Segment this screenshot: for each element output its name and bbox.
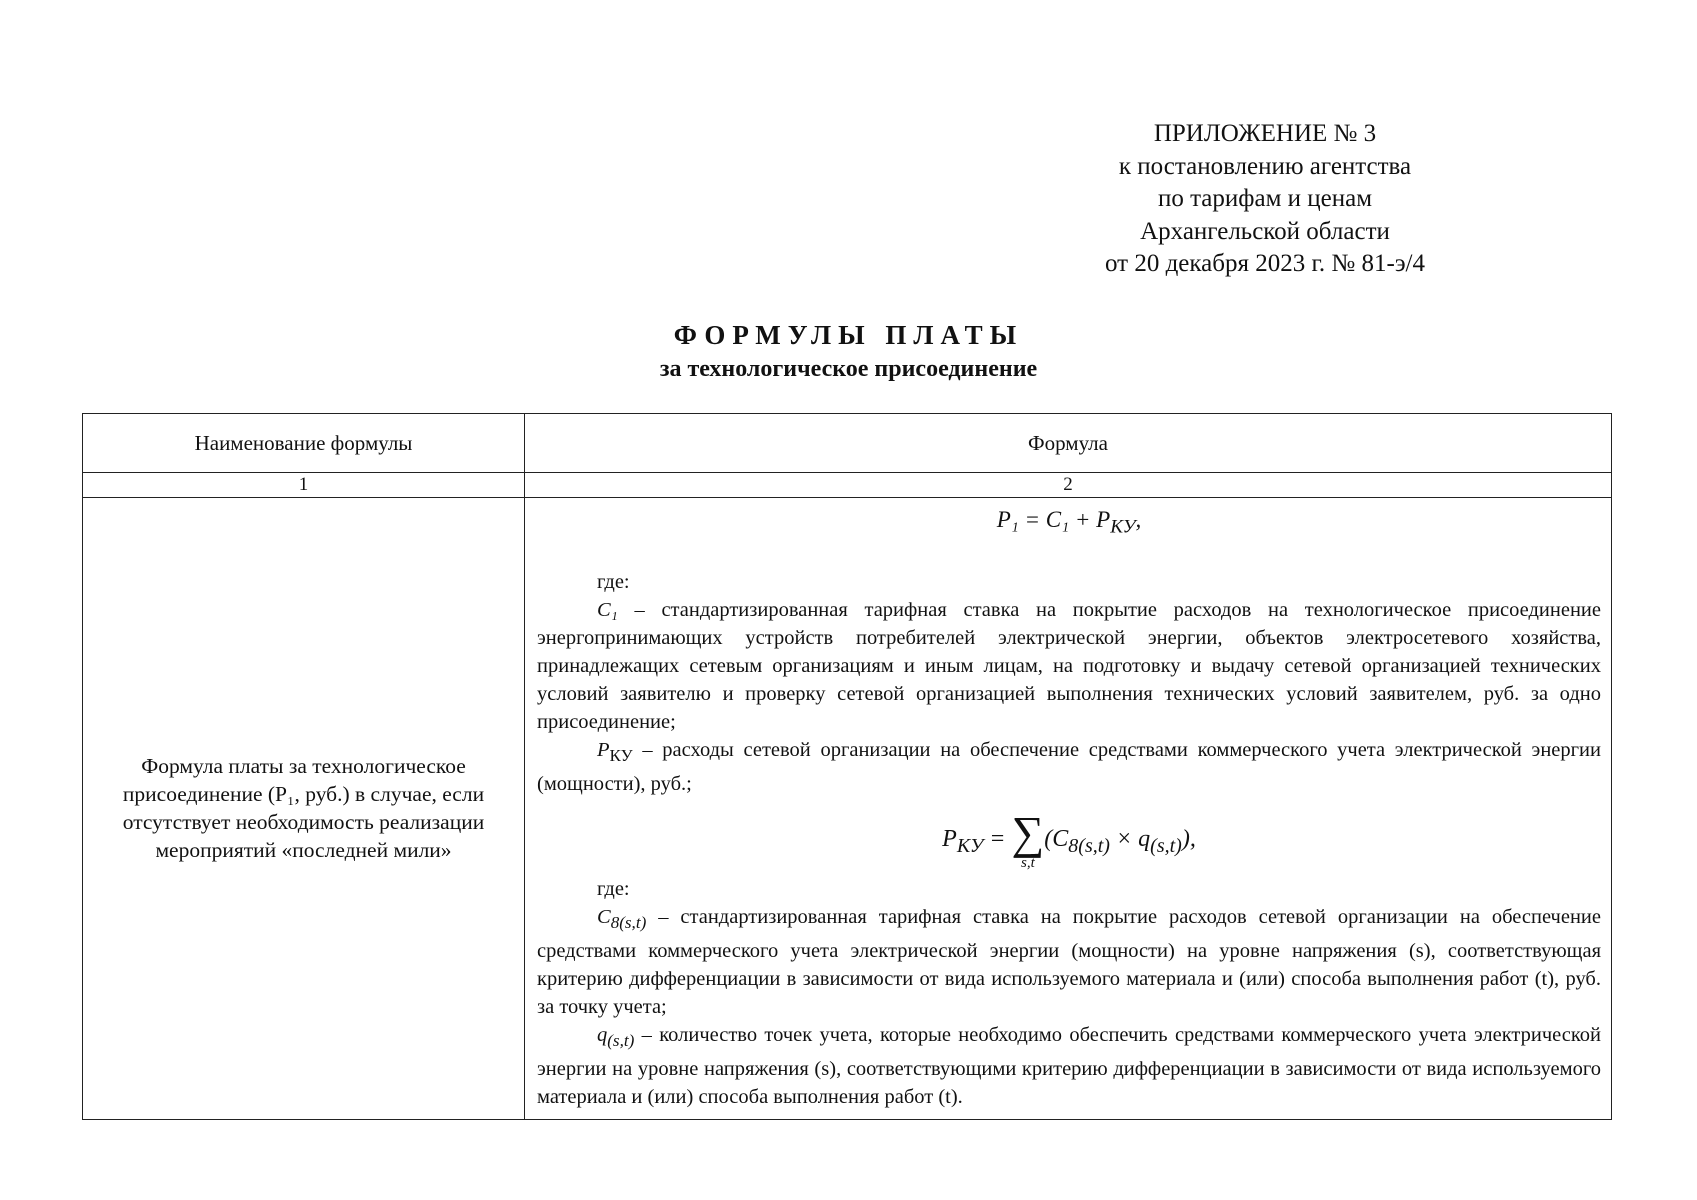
appendix-number: ПРИЛОЖЕНИЕ № 3 — [1153, 120, 1377, 147]
table-row — [83, 498, 1612, 1120]
where-label-2: где: — [597, 877, 630, 900]
definition-pku: $P_{КУ}$ – расходы сетевой организации на обеспечение средствами коммерческого учета электрической энергии (мощности), руб.; — [537, 738, 1601, 795]
definition-c1: C₁ – стандартизированная тарифная ставка на покрытие расходов на технологическое присоединение энергопринимающих устройств потребителей электрической энергии, объектов электросетевого хозяйства, принадлежащих сетевым организациям и иным лицам, на подготовку и выдачу сетевой организацией технических условий заявителю и проверку сетевой организацией выполнения технических условий заявителем, руб. за одно присоединение; — [537, 598, 1601, 733]
where-label-1: где: — [597, 570, 630, 593]
appendix-line-3: по тарифам и ценам — [1157, 185, 1373, 212]
definition-c8: $C_{8(s,t)}$ – стандартизированная тарифная ставка на покрытие расходов сетевой организации на обеспечение средствами коммерческого учета электрической энергии (мощности) на уровне напряжения (s), соответствующая критерию дифференциации в зависимости от вида используемого материала и (или) способа выполнения работ (t), руб. за точку учета; — [537, 905, 1601, 1018]
formula-name-cell: Формула платы за технологическое присоединение (P₁, руб.) в случае, если отсутствует необходимость реализации мероприятий «последней мили» — [83, 498, 525, 1120]
formula-cell — [525, 498, 1612, 1120]
column-number-row — [83, 473, 1612, 498]
appendix-line-2: к постановлению агентства — [1118, 152, 1412, 180]
title-sub: за технологическое присоединение — [659, 356, 1038, 382]
sum-symbol: ∑ s,t — [1011, 806, 1045, 871]
column-number-1: 1 — [83, 473, 525, 498]
document-title — [0, 318, 1697, 386]
appendix-header — [1060, 118, 1470, 281]
column-header-formula: Формула — [525, 414, 1612, 473]
formula-table — [82, 413, 1612, 1120]
appendix-date-line: от 20 декабря 2023 г. № 81-э/4 — [1104, 250, 1426, 277]
table-header-row — [83, 414, 1612, 473]
definition-q: $q_{(s,t)}$ – количество точек учета, которые необходимо обеспечить средствами коммерческого учета электрической энергии на уровне напряжения (s), соответствующими критерию дифференциации в зависимости от вида используемого материала и (или) способа выполнения работ (t). — [537, 1023, 1601, 1108]
column-number-2: 2 — [525, 473, 1612, 498]
title-main: ФОРМУЛЫ ПЛАТЫ — [673, 320, 1024, 350]
formula-p1: $P_1 = C_1 + P_{КУ}$, — [996, 507, 1142, 538]
column-header-name: Наименование формулы — [83, 414, 525, 473]
formula-pku: $P_{КУ}$ = ∑ s,t $(C_{8(s,t)} \times q_{(s,t)})$, — [942, 806, 1196, 871]
appendix-line-4: Архангельской области — [1140, 217, 1390, 245]
